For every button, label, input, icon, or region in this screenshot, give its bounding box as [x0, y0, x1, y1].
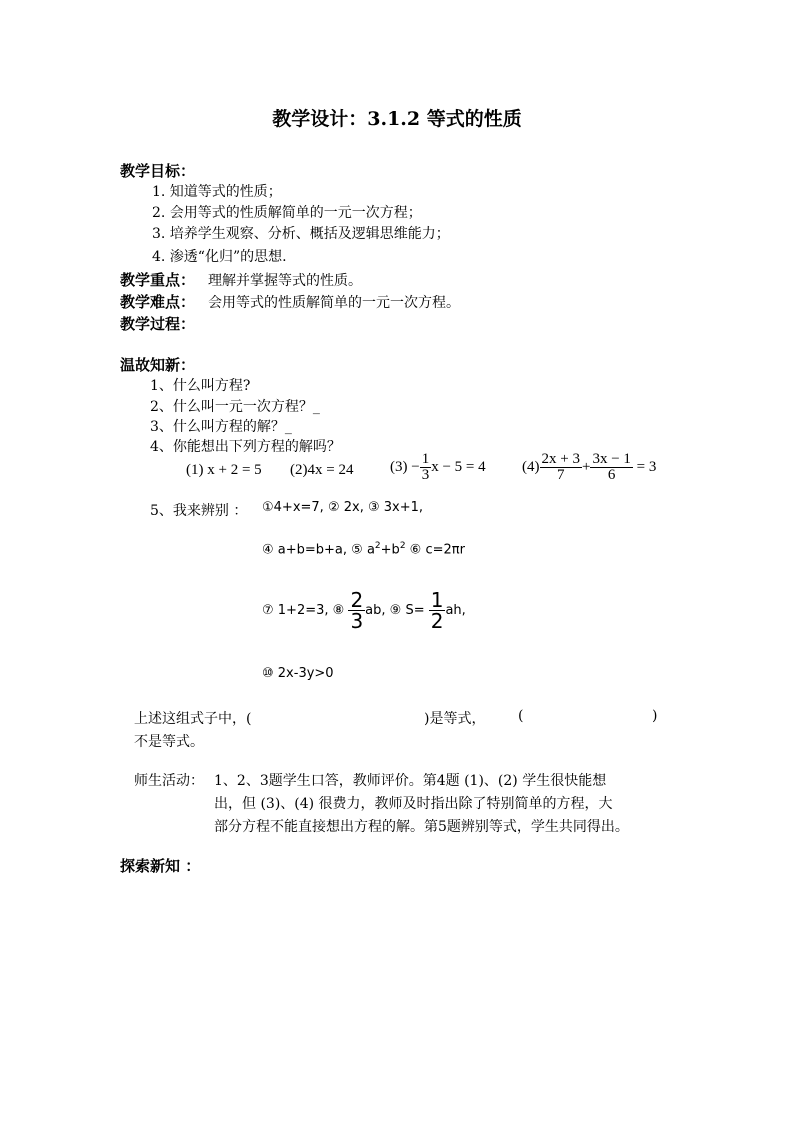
fraction-numerator: 2x + 3 — [541, 451, 580, 467]
equation-3-rest: x − 5 = 4 — [431, 458, 486, 475]
fraction-numerator: 2 — [350, 588, 364, 612]
equation-1: (1) x + 2 = 5 — [186, 462, 262, 478]
review-heading: 温故知新： — [120, 356, 196, 374]
expression-row — [262, 590, 466, 631]
classify-part3: ( — [518, 708, 524, 724]
difficulty-label: 教学难点： — [120, 293, 196, 311]
equation-2: (2)4x = 24 — [290, 462, 354, 478]
objective-item: 1. 知道等式的性质； — [152, 184, 282, 200]
review-question: 1、什么叫方程? — [150, 378, 251, 394]
classify-part4: ) — [652, 708, 658, 724]
fraction-denominator: 3 — [350, 609, 364, 633]
page-title: 教学设计：3.1.2 等式的性质 — [272, 108, 522, 130]
equation-4-rest: = 3 — [636, 458, 657, 475]
expression-text: ah, — [445, 603, 466, 618]
fraction-denominator: 7 — [556, 467, 565, 483]
fraction-denominator: 3 — [421, 467, 430, 483]
fraction — [540, 452, 582, 483]
expression-text: ④ a+b=b+a, ⑤ a — [262, 542, 375, 558]
fraction-denominator: 6 — [607, 467, 616, 483]
key-point-text: 理解并掌握等式的性质。 — [208, 273, 362, 289]
process-label: 教学过程： — [120, 315, 196, 333]
expression-row: ⑩ 2x-3y>0 — [262, 666, 334, 681]
fraction-numerator: 1 — [430, 588, 444, 612]
exponent: 2 — [399, 541, 406, 551]
activity-line: 出，但 (3)、(4) 很费力，教师及时指出除了特别简单的方程，大 — [214, 796, 613, 812]
activity-label: 师生活动： — [134, 773, 204, 789]
equation-3-label: (3) — [390, 458, 408, 475]
objectives-heading: 教学目标： — [120, 162, 196, 180]
expression-row — [262, 541, 465, 557]
objective-item: 3. 培养学生观察、分析、概括及逻辑思维能力； — [152, 226, 450, 242]
expression-row: ①4+x=7, ② 2x, ③ 3x+1, — [262, 500, 424, 515]
exponent: 2 — [374, 541, 381, 551]
fraction — [420, 452, 432, 483]
fraction — [590, 452, 632, 483]
fraction-denominator: 2 — [430, 609, 444, 633]
equation-3-minus: − — [411, 458, 420, 475]
fraction-numerator: 1 — [421, 451, 430, 467]
explore-heading: 探索新知 ： — [120, 857, 201, 875]
identify-prompt: 5、我来辨别 ： — [150, 503, 248, 519]
expression-text: ab, ⑨ S= — [365, 603, 429, 618]
classify-line2: 不是等式。 — [134, 734, 204, 750]
review-question: 3、什么叫方程的解？_ — [150, 419, 292, 435]
classify-part1: 上述这组式子中，( — [134, 711, 252, 727]
equation-4 — [522, 452, 656, 483]
objective-item: 4. 渗透“化归”的思想. — [152, 249, 287, 265]
activity-line: 部分方程不能直接想出方程的解。第5题辨别等式，学生共同得出。 — [214, 819, 629, 835]
expression-text: ⑦ 1+2=3, ⑧ — [262, 603, 349, 618]
difficulty-text: 会用等式的性质解简单的一元一次方程。 — [208, 295, 460, 311]
review-question: 2、什么叫一元一次方程？_ — [150, 399, 320, 415]
classify-part2: )是等式， — [424, 711, 486, 727]
equation-4-label: (4) — [522, 458, 540, 475]
plus-sign: + — [581, 458, 591, 475]
objective-item: 2. 会用等式的性质解简单的一元一次方程； — [152, 205, 422, 221]
expression-text: +b — [380, 542, 400, 558]
equation-3 — [390, 452, 486, 483]
fraction-numerator: 3x − 1 — [592, 451, 631, 467]
expression-text: ⑥ c=2πr — [405, 542, 465, 558]
review-question: 4、你能想出下列方程的解吗？ — [150, 439, 341, 455]
activity-line: 1、2、3题学生口答，教师评价。第4题 (1)、(2) 学生很快能想 — [214, 773, 607, 789]
fraction — [348, 590, 365, 631]
key-point-label: 教学重点： — [120, 271, 196, 289]
fraction — [429, 590, 446, 631]
